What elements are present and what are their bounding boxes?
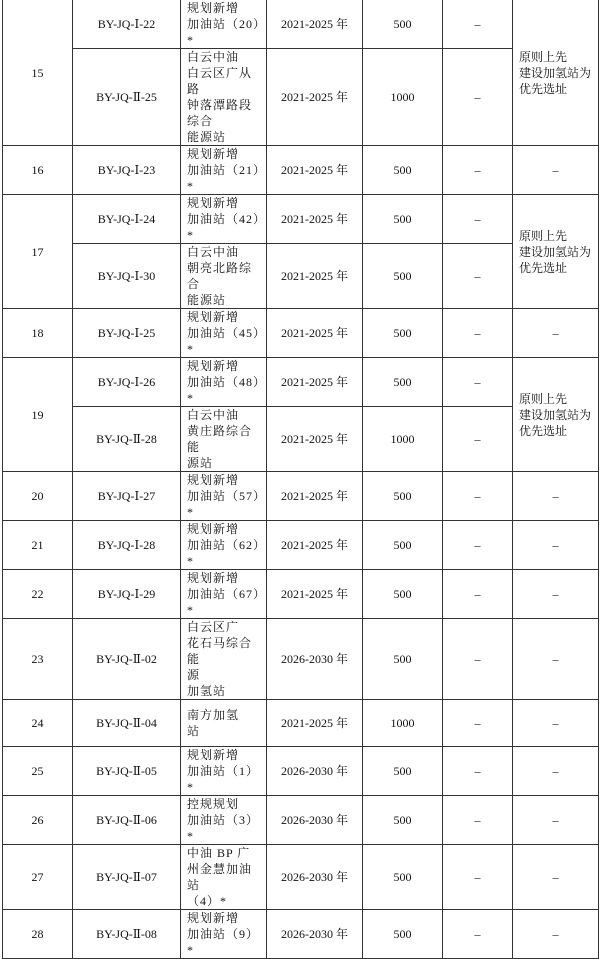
station-name: 规划新增 加油站（42）* [181, 195, 267, 244]
table-row [3, 700, 599, 747]
build-period: 2021-2025 年 [267, 49, 363, 146]
station-code: BY-JQ-Ⅰ-30 [73, 244, 181, 309]
station-name: 规划新增 加油站（48）* [181, 358, 267, 407]
station-name: 规划新增 加油站（57）* [181, 472, 267, 521]
build-period: 2021-2025 年 [267, 358, 363, 407]
build-period: 2021-2025 年 [267, 309, 363, 358]
station-code: BY-JQ-Ⅰ-27 [73, 472, 181, 521]
capacity: 500 [363, 309, 443, 358]
build-period: 2021-2025 年 [267, 244, 363, 309]
build-period: 2021-2025 年 [267, 195, 363, 244]
row-number: 16 [3, 146, 73, 195]
station-code: BY-JQ-Ⅰ-23 [73, 146, 181, 195]
build-period: 2021-2025 年 [267, 472, 363, 521]
station-code: BY-JQ-Ⅱ-02 [73, 619, 181, 700]
build-period: 2021-2025 年 [267, 146, 363, 195]
capacity: 1000 [363, 49, 443, 146]
station-name: 规划新增 加油站（62）* [181, 521, 267, 570]
station-name: 规划新增 加油站（45）* [181, 309, 267, 358]
station-code: BY-JQ-Ⅱ-08 [73, 910, 181, 959]
build-period: 2021-2025 年 [267, 407, 363, 472]
row-number: 24 [3, 700, 73, 747]
station-code: BY-JQ-Ⅰ-24 [73, 195, 181, 244]
build-period: 2026-2030 年 [267, 796, 363, 845]
dash-cell: – [443, 521, 513, 570]
remark: – [513, 309, 599, 358]
station-plan-table [2, 0, 599, 959]
station-name: 规划新增 加油站（20）* [181, 0, 267, 49]
row-number: 27 [3, 845, 73, 910]
dash-cell: – [443, 619, 513, 700]
build-period: 2021-2025 年 [267, 570, 363, 619]
table-row [3, 358, 599, 407]
table-row [3, 195, 599, 244]
dash-cell: – [443, 244, 513, 309]
station-name: 南方加氢 站 [181, 700, 267, 747]
table-row [3, 570, 599, 619]
station-name: 规划新增 加油站（9）* [181, 910, 267, 959]
remark: – [513, 472, 599, 521]
station-name: 规划新增 加油站（67）* [181, 570, 267, 619]
station-code: BY-JQ-Ⅰ-26 [73, 358, 181, 407]
table-row [3, 146, 599, 195]
dash-cell: – [443, 358, 513, 407]
row-number: 28 [3, 910, 73, 959]
build-period: 2026-2030 年 [267, 910, 363, 959]
table-row [3, 619, 599, 700]
remark: 原则上先 建设加氢站为 优先选址 [513, 0, 599, 146]
capacity: 1000 [363, 407, 443, 472]
table-row [3, 49, 599, 146]
table-row [3, 309, 599, 358]
remark: – [513, 796, 599, 845]
dash-cell: – [443, 309, 513, 358]
row-number: 23 [3, 619, 73, 700]
capacity: 500 [363, 195, 443, 244]
capacity: 500 [363, 244, 443, 309]
build-period: 2021-2025 年 [267, 521, 363, 570]
dash-cell: – [443, 910, 513, 959]
remark: – [513, 700, 599, 747]
station-code: BY-JQ-Ⅱ-06 [73, 796, 181, 845]
station-code: BY-JQ-Ⅱ-25 [73, 49, 181, 146]
station-name: 中油 BP 广 州金慧加油站 （4）* [181, 845, 267, 910]
station-code: BY-JQ-Ⅱ-05 [73, 747, 181, 796]
station-name: 白云中油 朝亮北路综合 能源站 [181, 244, 267, 309]
dash-cell: – [443, 796, 513, 845]
dash-cell: – [443, 700, 513, 747]
remark: 原则上先 建设加氢站为 优先选址 [513, 195, 599, 309]
station-name: 白云中油 黄庄路综合能 源站 [181, 407, 267, 472]
build-period: 2021-2025 年 [267, 0, 363, 49]
station-code: BY-JQ-Ⅰ-25 [73, 309, 181, 358]
dash-cell: – [443, 570, 513, 619]
capacity: 500 [363, 619, 443, 700]
remark: – [513, 845, 599, 910]
table-row [3, 472, 599, 521]
remark: – [513, 521, 599, 570]
row-number: 15 [3, 0, 73, 146]
station-name: 白云区广 花石马综合能 源 加氢站 [181, 619, 267, 700]
row-number: 17 [3, 195, 73, 309]
station-code: BY-JQ-Ⅱ-28 [73, 407, 181, 472]
dash-cell: – [443, 845, 513, 910]
build-period: 2026-2030 年 [267, 845, 363, 910]
remark: – [513, 619, 599, 700]
capacity: 500 [363, 0, 443, 49]
table-row [3, 244, 599, 309]
capacity: 1000 [363, 700, 443, 747]
station-code: BY-JQ-Ⅰ-28 [73, 521, 181, 570]
row-number: 26 [3, 796, 73, 845]
dash-cell: – [443, 49, 513, 146]
station-name: 规划新增 加油站（21）* [181, 146, 267, 195]
table-row [3, 521, 599, 570]
row-number: 18 [3, 309, 73, 358]
row-number: 20 [3, 472, 73, 521]
station-code: BY-JQ-Ⅰ-22 [73, 0, 181, 49]
capacity: 500 [363, 845, 443, 910]
remark: – [513, 747, 599, 796]
build-period: 2026-2030 年 [267, 619, 363, 700]
station-name: 控规规划 加油站（3）* [181, 796, 267, 845]
remark: – [513, 146, 599, 195]
build-period: 2021-2025 年 [267, 700, 363, 747]
dash-cell: – [443, 195, 513, 244]
capacity: 500 [363, 570, 443, 619]
row-number: 19 [3, 358, 73, 472]
station-code: BY-JQ-Ⅱ-07 [73, 845, 181, 910]
table-row [3, 910, 599, 959]
capacity: 500 [363, 521, 443, 570]
capacity: 500 [363, 358, 443, 407]
row-number: 22 [3, 570, 73, 619]
dash-cell: – [443, 0, 513, 49]
station-name: 规划新增 加油站（1）* [181, 747, 267, 796]
dash-cell: – [443, 747, 513, 796]
build-period: 2026-2030 年 [267, 747, 363, 796]
remark: – [513, 910, 599, 959]
dash-cell: – [443, 407, 513, 472]
station-code: BY-JQ-Ⅰ-29 [73, 570, 181, 619]
station-code: BY-JQ-Ⅱ-04 [73, 700, 181, 747]
station-name: 白云中油 白云区广从路 钟落潭路段综合 能源站 [181, 49, 267, 146]
capacity: 500 [363, 796, 443, 845]
dash-cell: – [443, 146, 513, 195]
row-number: 21 [3, 521, 73, 570]
table-row [3, 747, 599, 796]
capacity: 500 [363, 472, 443, 521]
capacity: 500 [363, 146, 443, 195]
dash-cell: – [443, 472, 513, 521]
remark: 原则上先 建设加氢站为 优先选址 [513, 358, 599, 472]
remark: – [513, 570, 599, 619]
capacity: 500 [363, 747, 443, 796]
table-row [3, 0, 599, 49]
table-row [3, 845, 599, 910]
table-row [3, 407, 599, 472]
row-number: 25 [3, 747, 73, 796]
table-row [3, 796, 599, 845]
capacity: 500 [363, 910, 443, 959]
